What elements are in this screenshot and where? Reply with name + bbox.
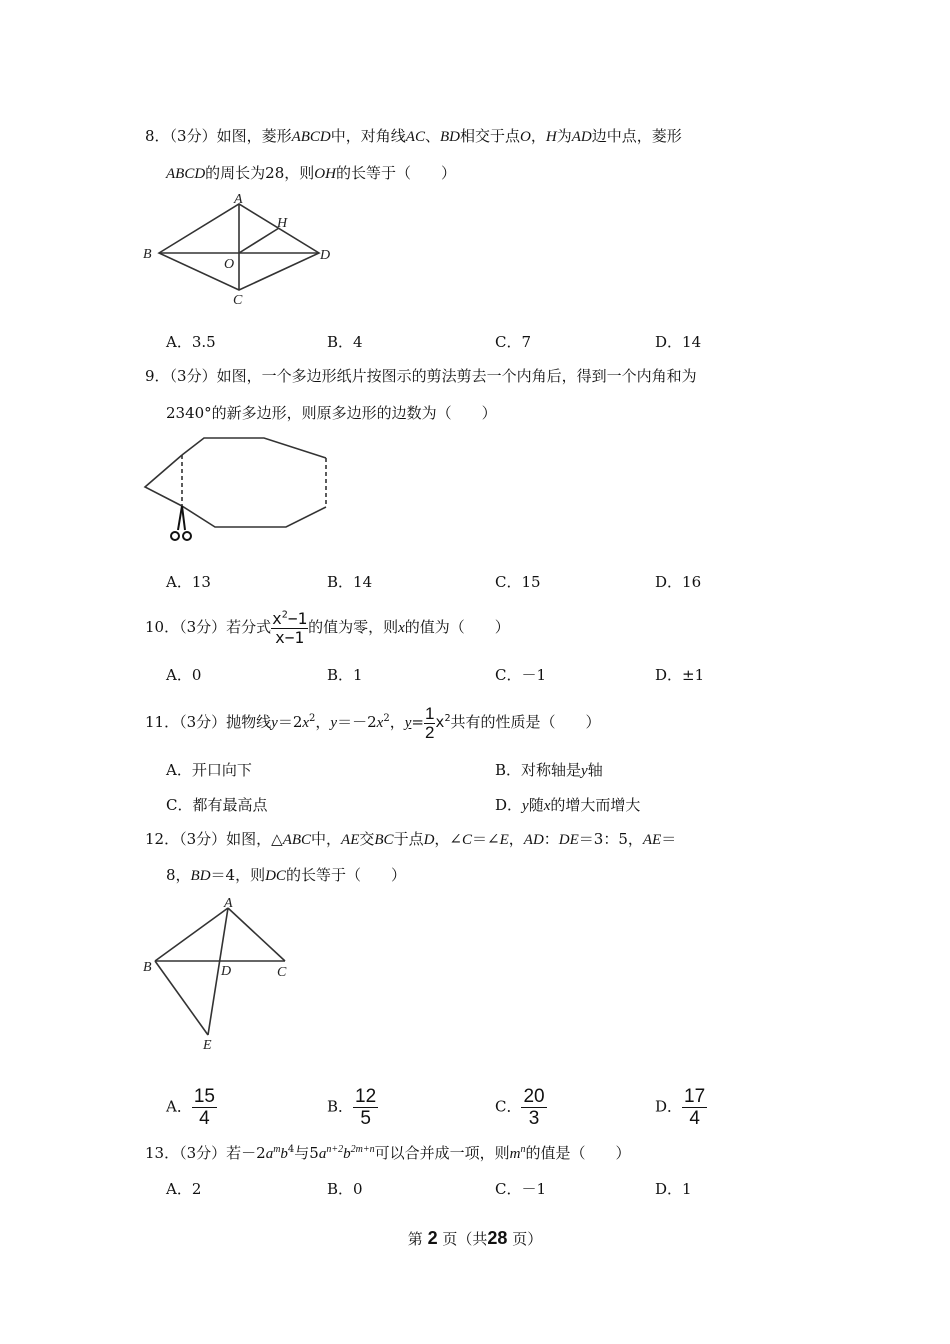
q11-option-d: D．y随x的增大而增大: [495, 796, 641, 814]
q12-option-b: B． $\frac{12}{5}$: [327, 1086, 377, 1129]
q10-option-c: C．－1: [495, 666, 547, 684]
q13-option-c: C．－1: [495, 1180, 547, 1198]
q12-option-d: D． $\frac{17}{4}$: [655, 1086, 706, 1129]
q11-option-b: B．对称轴是y轴: [495, 761, 603, 779]
q9-option-d: D．16: [655, 573, 702, 591]
label-B: B: [143, 247, 152, 262]
q11-stem: 11．（3分）抛物线$y=2x^2$，$y=-2x^2$，y= $\frac{1}{2}$ $x^2$共有的性质是（ ）: [145, 703, 601, 742]
label-C: C: [233, 293, 243, 308]
q13-stem: 13．（3分）若$-2a^mb^4$与$5a^{n+2}b^{2m+n}$可以合并成一项，则$m^n$的值是（ ）: [145, 1144, 631, 1162]
q9-option-a: A．13: [166, 573, 211, 591]
q13-option-d: D．1: [655, 1180, 692, 1198]
rhombus-figure: [140, 190, 340, 310]
q13-option-b: B．0: [327, 1180, 363, 1198]
q11-option-c: C．都有最高点: [166, 796, 268, 814]
q12-option-a: A． $\frac{15}{4}$: [166, 1086, 215, 1129]
label-O: O: [224, 257, 235, 272]
q12-option-c: C． $\frac{20}{3}$: [495, 1086, 545, 1129]
q10-option-a: A．0: [166, 666, 202, 684]
triangle-figure: [140, 892, 310, 1057]
q10-option-d: D．±1: [655, 666, 705, 684]
polygon-cut-figure: [140, 430, 340, 550]
q9-line2: 2340°的新多边形，则原多边形的边数为（ ）: [166, 404, 497, 422]
label-A: A: [234, 192, 243, 207]
q9-option-b: B．14: [327, 573, 373, 591]
q9-option-c: C．15: [495, 573, 541, 591]
q13-option-a: A．2: [166, 1180, 202, 1198]
label-H: H: [277, 216, 288, 231]
q12-line1: 12．（3分）如图，△ABC中，AE交BC于点D，∠C＝∠E，AD：DE＝3：5，AE＝: [145, 830, 677, 848]
q9-line1: 9．（3分）如图，一个多边形纸片按图示的剪法剪去一个内角后，得到一个内角和为: [145, 367, 697, 385]
q12-line2: 8，BD＝4，则DC的长等于（ ）: [166, 866, 406, 884]
q10-stem: 10．（3分）若分式 $\frac{x^2-1}{x-1}$ 的值为零，则x的值为（ ）: [145, 608, 510, 647]
label-A: A: [224, 896, 233, 911]
q8-line1: 8．（3分）如图，菱形ABCD中，对角线AC、BD相交于点O，H为AD边中点，菱形: [145, 127, 682, 145]
label-D: D: [320, 248, 331, 263]
q11-option-a: A．开口向下: [166, 761, 252, 779]
scissors-icon: [171, 506, 191, 540]
q8-line2: ABCD的周长为28，则OH的长等于（ ）: [166, 164, 456, 182]
q10-fraction: $\frac{x^2-1}{x-1}$: [272, 608, 308, 647]
label-C: C: [277, 965, 287, 980]
q8-option-a: A．3.5: [166, 333, 216, 351]
q8-option-b: B．4: [327, 333, 363, 351]
label-D: D: [221, 964, 232, 979]
q10-option-b: B．1: [327, 666, 363, 684]
q8-option-c: C．7: [495, 333, 532, 351]
label-B: B: [143, 960, 152, 975]
label-E: E: [203, 1038, 212, 1053]
page-footer: 第 2 页（共28 页）: [407, 1228, 543, 1248]
q8-option-d: D．14: [655, 333, 702, 351]
